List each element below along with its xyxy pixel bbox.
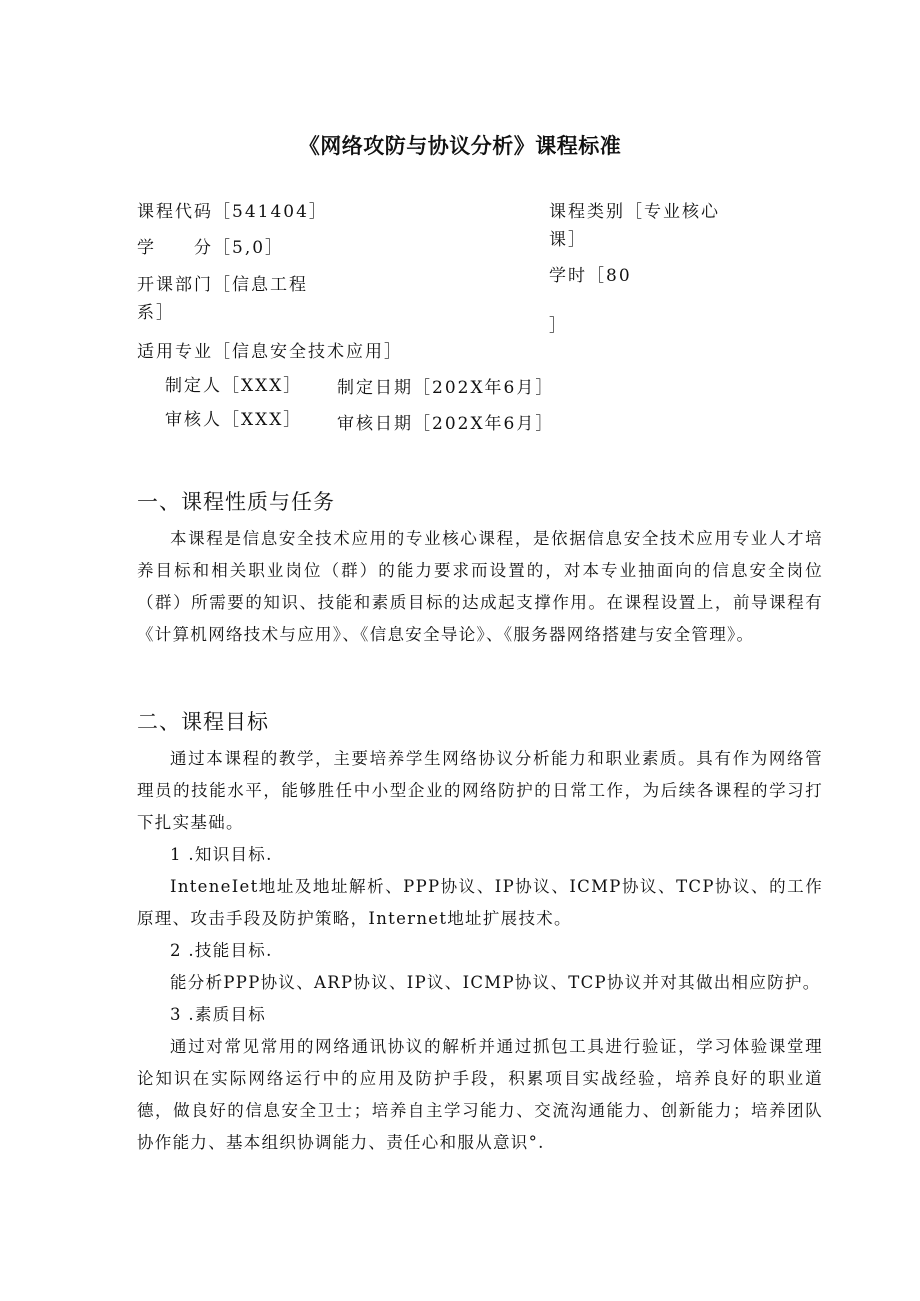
- section-goals-body: [137, 743, 823, 1159]
- course-dept-line1: 开课部门［信息工程: [137, 275, 308, 295]
- course-type-line2: 课］: [549, 230, 587, 250]
- goal-quality-text: 通过对常见常用的网络通讯协议的解析并通过抓包工具进行验证，学习体验课堂理论知识在实际网络运行中的应用及防护手段，积累项目实战经验，培养良好的职业道德，做良好的信息安全卫士；培养自主学习能力、交流沟通能力、创新能力；培养团队协作能力、基本组织协调能力、责任心和服从意识°.: [137, 1037, 823, 1152]
- goal-skill-label: 2 .技能目标.: [170, 941, 273, 960]
- course-hours-line2: ］: [549, 316, 568, 336]
- review-date: 审核日期［202X年6月］: [337, 414, 555, 434]
- author-date: 制定日期［202X年6月］: [337, 378, 555, 398]
- course-code: 课程代码［541404］: [137, 202, 328, 222]
- applicable-major: 适用专业［信息安全技术应用］: [137, 342, 403, 362]
- course-dept-line2: 系］: [137, 303, 175, 323]
- document-title: 《网络攻防与协议分析》课程标准: [298, 134, 622, 158]
- course-hours-line1: 学时［80: [549, 266, 632, 286]
- course-credit: 学 分［5,0］: [137, 238, 285, 258]
- section-nature-body: [137, 523, 823, 651]
- goal-knowledge-label: 1 .知识目标.: [170, 845, 273, 864]
- goal-knowledge-text: InteneIet地址及地址解析、PPP协议、IP协议、ICMP协议、TCP协议、的工作原理、攻击手段及防护策略，Internet地址扩展技术。: [137, 877, 823, 928]
- section-heading-goals: 二、课程目标: [137, 710, 269, 734]
- paragraph: 本课程是信息安全技术应用的专业核心课程，是依据信息安全技术应用专业人才培养目标和相关职业岗位（群）的能力要求而设置的，对本专业抽面向的信息安全岗位（群）所需要的知识、技能和素质目标的达成起支撑作用。在课程设置上，前导课程有《计算机网络技术与应用》、《信息安全导论》、《服务器网络搭建与安全管理》。: [137, 529, 823, 644]
- author: 制定人［XXX］: [165, 376, 303, 396]
- goal-quality-label: 3 .素质目标: [170, 1005, 267, 1024]
- paragraph: 通过本课程的教学，主要培养学生网络协议分析能力和职业素质。具有作为网络管理员的技能水平，能够胜任中小型企业的网络防护的日常工作，为后续各课程的学习打下扎实基础。: [137, 749, 823, 832]
- reviewer: 审核人［XXX］: [165, 410, 303, 430]
- section-heading-nature: 一、课程性质与任务: [137, 490, 335, 514]
- goal-skill-text: 能分析PPP协议、ARP协议、IP议、ICMP协议、TCP协议并对其做出相应防护。: [170, 973, 821, 992]
- course-type-line1: 课程类别［专业核心: [549, 202, 720, 222]
